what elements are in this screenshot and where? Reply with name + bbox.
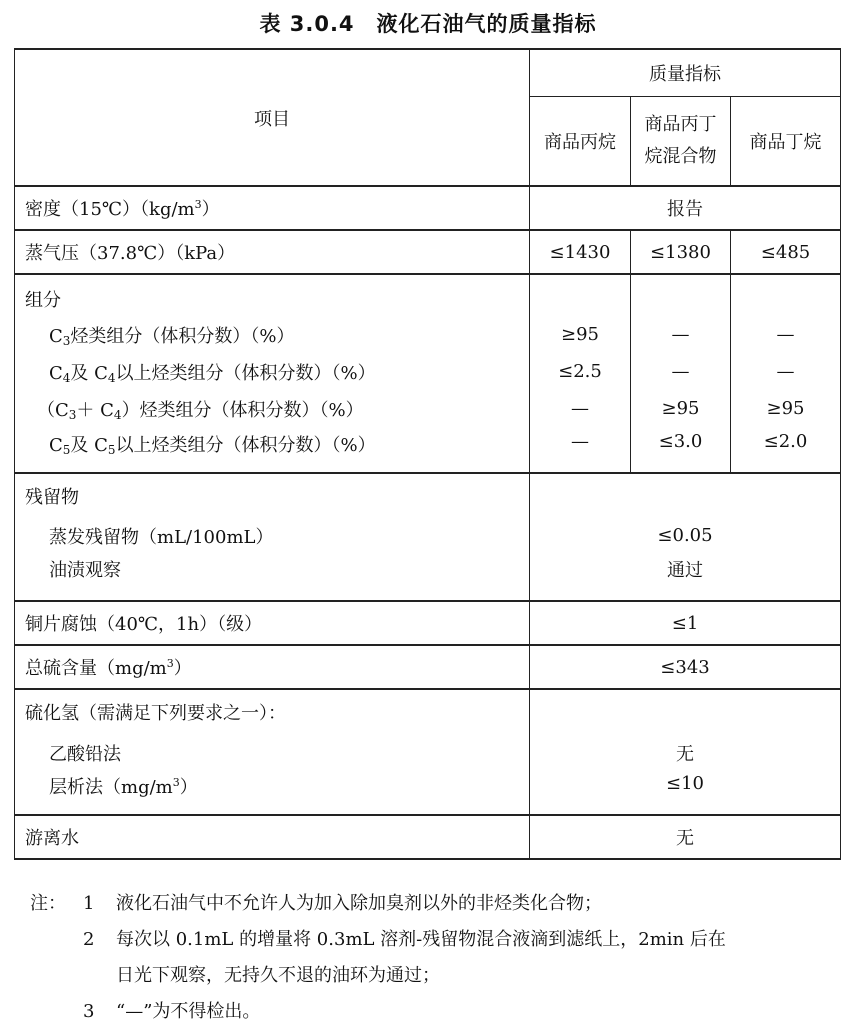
header-commercial-propane: 商品丙烷: [530, 96, 631, 186]
row-vapor-pressure: [15, 230, 841, 274]
row-oil-stain: [15, 554, 841, 601]
vapor-pressure-label: 蒸气压（37.8℃）（kPa）: [15, 230, 530, 274]
note-2-text-line1: 每次以 0.1mL 的增量将 0.3mL 溶剂-残留物混合液滴到滤纸上，2min 后在: [116, 929, 726, 950]
copper-corrosion-label: 铜片腐蚀（40℃，1h）（级）: [15, 601, 530, 645]
c3-label: $C_3$烃类组分（体积分数）（%）: [15, 316, 530, 353]
header-row-1: [15, 49, 841, 96]
row-evaporation-residue: [15, 517, 841, 554]
vapor-pressure-propane: ≤1430: [530, 230, 631, 274]
header-propane-butane-mix: [631, 96, 731, 186]
oil-stain-value: 通过: [530, 554, 841, 601]
composition-label: 组分: [15, 274, 530, 316]
vapor-pressure-butane: ≤485: [731, 230, 841, 274]
vapor-pressure-mix: ≤1380: [631, 230, 731, 274]
c4-butane: —: [731, 353, 841, 390]
row-c4: [15, 353, 841, 390]
c4-mix: —: [631, 353, 731, 390]
row-composition-heading: [15, 274, 841, 316]
row-copper-corrosion: [15, 601, 841, 645]
evaporation-residue-label: 蒸发残留物（mL/100mL）: [15, 517, 530, 554]
table-notes: [30, 886, 845, 1030]
c3-c4-propane: —: [530, 390, 631, 427]
row-h2s-heading: [15, 689, 841, 734]
row-c3: [15, 316, 841, 353]
residue-label: 残留物: [15, 473, 530, 517]
row-chromatography: [15, 771, 841, 815]
note-2-continued: [30, 958, 845, 994]
row-lead-acetate: [15, 734, 841, 771]
free-water-value: 无: [530, 815, 841, 859]
c3-mix: —: [631, 316, 731, 353]
c3-butane: —: [731, 316, 841, 353]
c3-c4-label: $(C_3+ C_4)$烃类组分（体积分数）（%）: [15, 390, 530, 427]
c4-label: $C_4$及 $C_4$以上烃类组分（体积分数）（%）: [15, 353, 530, 390]
row-free-water: [15, 815, 841, 859]
header-mix-line2: 烷混合物: [644, 145, 717, 167]
chromatography-label: 层析法$(mg/m^3)$: [15, 771, 530, 815]
c5-propane: —: [530, 427, 631, 473]
total-sulfur-label: 总硫含量$(mg/m^3)$: [15, 645, 530, 689]
notes-lead: 注：: [30, 893, 66, 914]
density-label: 密度$(15℃)(kg/m^3)$: [15, 186, 530, 230]
note-2-number: 2: [83, 929, 95, 950]
row-total-sulfur: [15, 645, 841, 689]
row-c5: [15, 427, 841, 473]
c3-c4-mix: ≥95: [631, 390, 731, 427]
header-quality-index: 质量指标: [530, 49, 841, 96]
table-title: 表 3.0.4 液化石油气的质量指标: [259, 12, 597, 36]
c4-propane: ≤2.5: [530, 353, 631, 390]
row-density: [15, 186, 841, 230]
note-3-text: “—”为不得检出。: [116, 1001, 261, 1022]
header-commercial-butane: 商品丁烷: [731, 96, 841, 186]
copper-corrosion-value: ≤1: [530, 601, 841, 645]
evaporation-residue-value: ≤0.05: [530, 517, 841, 554]
note-3: [30, 994, 845, 1030]
c3-c4-butane: ≥95: [731, 390, 841, 427]
h2s-label: 硫化氢（需满足下列要求之一）：: [15, 689, 530, 734]
chromatography-value: ≤10: [530, 771, 841, 815]
free-water-label: 游离水: [15, 815, 530, 859]
c3-propane: ≥95: [530, 316, 631, 353]
c5-butane: ≤2.0: [731, 427, 841, 473]
oil-stain-label: 油渍观察: [15, 554, 530, 601]
density-value: 报告: [530, 186, 841, 230]
note-1: [30, 886, 845, 922]
header-item: 项目: [15, 49, 530, 186]
lead-acetate-label: 乙酸铅法: [15, 734, 530, 771]
quality-spec-table: [14, 48, 841, 860]
row-residue-heading: [15, 473, 841, 517]
c5-mix: ≤3.0: [631, 427, 731, 473]
note-2-text-line2: 日光下观察，无持久不退的油环为通过；: [116, 965, 440, 986]
header-mix-line1: 商品丙丁: [644, 113, 717, 135]
note-2: [30, 922, 845, 958]
total-sulfur-value: ≤343: [530, 645, 841, 689]
row-c3-c4: [15, 390, 841, 427]
note-1-text: 液化石油气中不允许人为加入除加臭剂以外的非烃类化合物；: [116, 893, 602, 914]
c5-label: $C_5$及 $C_5$以上烃类组分（体积分数）（%）: [15, 427, 530, 473]
lead-acetate-value: 无: [530, 734, 841, 771]
note-1-number: 1: [83, 893, 95, 914]
note-3-number: 3: [83, 1001, 95, 1022]
